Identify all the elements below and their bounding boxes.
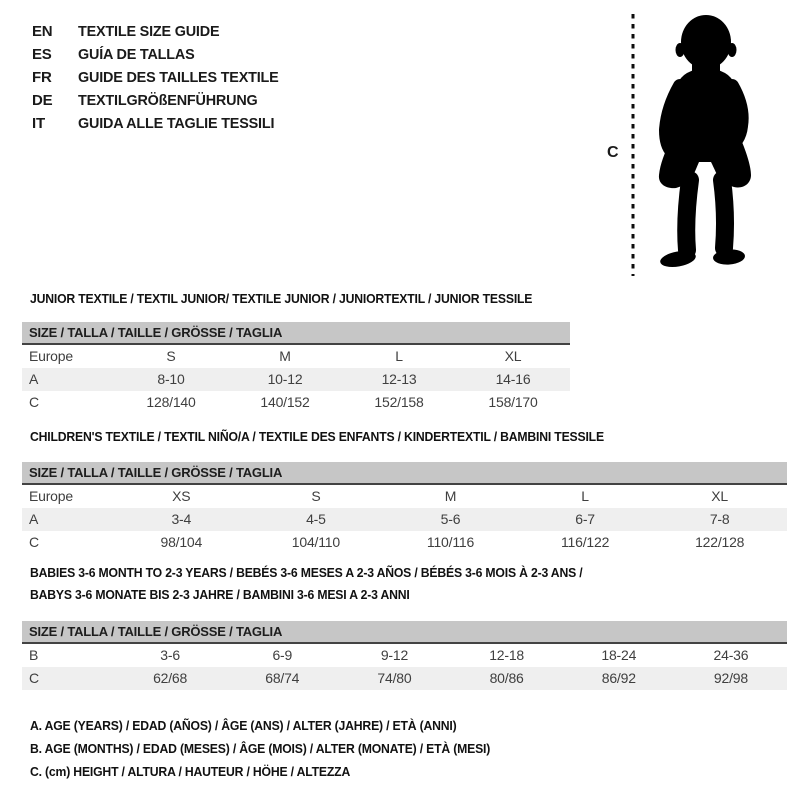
age-cell: 12-13 (381, 371, 417, 387)
section-title-children: CHILDREN'S TEXTILE / TEXTIL NIÑO/A / TEXTILE DES ENFANTS / KINDERTEXTIL / BAMBINI TESSILE (30, 429, 604, 444)
table-row (22, 531, 787, 554)
height-cell: 116/122 (560, 534, 610, 550)
language-title-list (32, 20, 287, 135)
height-line-label: C (607, 144, 619, 161)
height-cell: 92/98 (713, 670, 748, 686)
age-cell: 7-8 (709, 511, 730, 527)
row-label: A (29, 371, 39, 387)
language-code: IT (32, 115, 45, 132)
size-cell: M (279, 348, 291, 364)
size-cell: XL (711, 488, 729, 504)
row-label: C (29, 670, 39, 686)
age-cell: 4-5 (306, 511, 326, 527)
height-cell: 62/68 (153, 670, 188, 686)
age-cell: 24-36 (713, 647, 749, 663)
language-row (32, 20, 287, 43)
height-cell: 68/74 (265, 670, 300, 686)
babies-size-table (22, 621, 787, 690)
size-header-row: SIZE / TALLA / TAILLE / GRÖSSE / TAGLIA (22, 621, 787, 644)
height-cell: 86/92 (601, 670, 636, 686)
baby-silhouette-icon (600, 4, 785, 284)
section-title-junior: JUNIOR TEXTILE / TEXTIL JUNIOR/ TEXTILE JUNIOR / JUNIORTEXTIL / JUNIOR TESSILE (30, 291, 533, 306)
children-size-table (22, 462, 787, 554)
height-cell: 98/104 (160, 534, 203, 550)
footnote-b: B. AGE (MONTHS) / EDAD (MESES) / ÂGE (MOIS) / ALTER (MONATE) / ETÀ (MESI) (30, 741, 491, 756)
language-code: FR (32, 69, 52, 86)
language-row (32, 112, 287, 135)
section-title-babies-line2: BABYS 3-6 MONATE BIS 2-3 JAHRE / BAMBINI 3-6 MESI A 2-3 ANNI (30, 587, 410, 602)
age-cell: 5-6 (440, 511, 461, 527)
height-cell: 128/140 (146, 394, 196, 410)
size-cell: S (166, 348, 176, 364)
size-cell: L (581, 488, 589, 504)
size-cell: M (444, 488, 457, 504)
row-label: Europe (29, 488, 73, 504)
height-cell: 80/86 (489, 670, 524, 686)
language-code: ES (32, 46, 52, 63)
section-title-babies-line1: BABIES 3-6 MONTH TO 2-3 YEARS / BEBÉS 3-6 MESES A 2-3 AÑOS / BÉBÉS 3-6 MOIS À 2-3 ANS / (30, 565, 583, 580)
language-title: TEXTILGRÖßENFÜHRUNG (78, 92, 258, 109)
language-title: GUÍA DE TALLAS (78, 46, 195, 63)
size-cell: L (395, 348, 403, 364)
age-cell: 14-16 (495, 371, 531, 387)
age-cell: 10-12 (267, 371, 303, 387)
height-cell: 122/128 (695, 534, 745, 550)
footnote-legend (30, 714, 520, 783)
row-label: A (29, 511, 39, 527)
table-row (22, 485, 787, 508)
junior-size-table (22, 322, 570, 414)
table-row (22, 345, 570, 368)
size-cell: XL (504, 348, 522, 364)
table-row (22, 644, 787, 667)
language-row (32, 43, 287, 66)
language-row (32, 66, 287, 89)
height-cell: 104/110 (291, 534, 340, 550)
language-title: GUIDA ALLE TAGLIE TESSILI (78, 115, 275, 132)
size-header-row: SIZE / TALLA / TAILLE / GRÖSSE / TAGLIA (22, 462, 787, 485)
footnote-a: A. AGE (YEARS) / EDAD (AÑOS) / ÂGE (ANS) / ALTER (JAHRE) / ETÀ (ANNI) (30, 718, 457, 733)
height-cell: 158/170 (488, 394, 538, 410)
language-code: DE (32, 92, 53, 109)
height-cell: 152/158 (374, 394, 424, 410)
language-title: GUIDE DES TAILLES TEXTILE (78, 69, 279, 86)
age-cell: 18-24 (601, 647, 637, 663)
size-cell: XS (172, 488, 191, 504)
language-title: TEXTILE SIZE GUIDE (78, 23, 220, 40)
row-label: B (29, 647, 39, 663)
size-header-row: SIZE / TALLA / TAILLE / GRÖSSE / TAGLIA (22, 322, 570, 345)
height-cell: 110/116 (426, 534, 475, 550)
age-cell: 3-4 (171, 511, 192, 527)
age-cell: 3-6 (160, 647, 180, 663)
footnote-c: C. (cm) HEIGHT / ALTURA / HAUTEUR / HÖHE / ALTEZZA (30, 764, 351, 779)
table-row (22, 391, 570, 414)
height-cell: 74/80 (377, 670, 412, 686)
row-label: Europe (29, 348, 73, 364)
row-label: C (29, 534, 39, 550)
table-row (22, 667, 787, 690)
row-label: C (29, 394, 39, 410)
height-cell: 140/152 (260, 394, 310, 410)
table-row (22, 508, 787, 531)
age-cell: 12-18 (489, 647, 524, 663)
age-cell: 8-10 (157, 371, 185, 387)
age-cell: 6-9 (272, 647, 293, 663)
age-cell: 9-12 (380, 647, 409, 663)
language-code: EN (32, 23, 53, 40)
language-row (32, 89, 287, 112)
table-row (22, 368, 570, 391)
age-cell: 6-7 (575, 511, 595, 527)
size-cell: S (311, 488, 321, 504)
